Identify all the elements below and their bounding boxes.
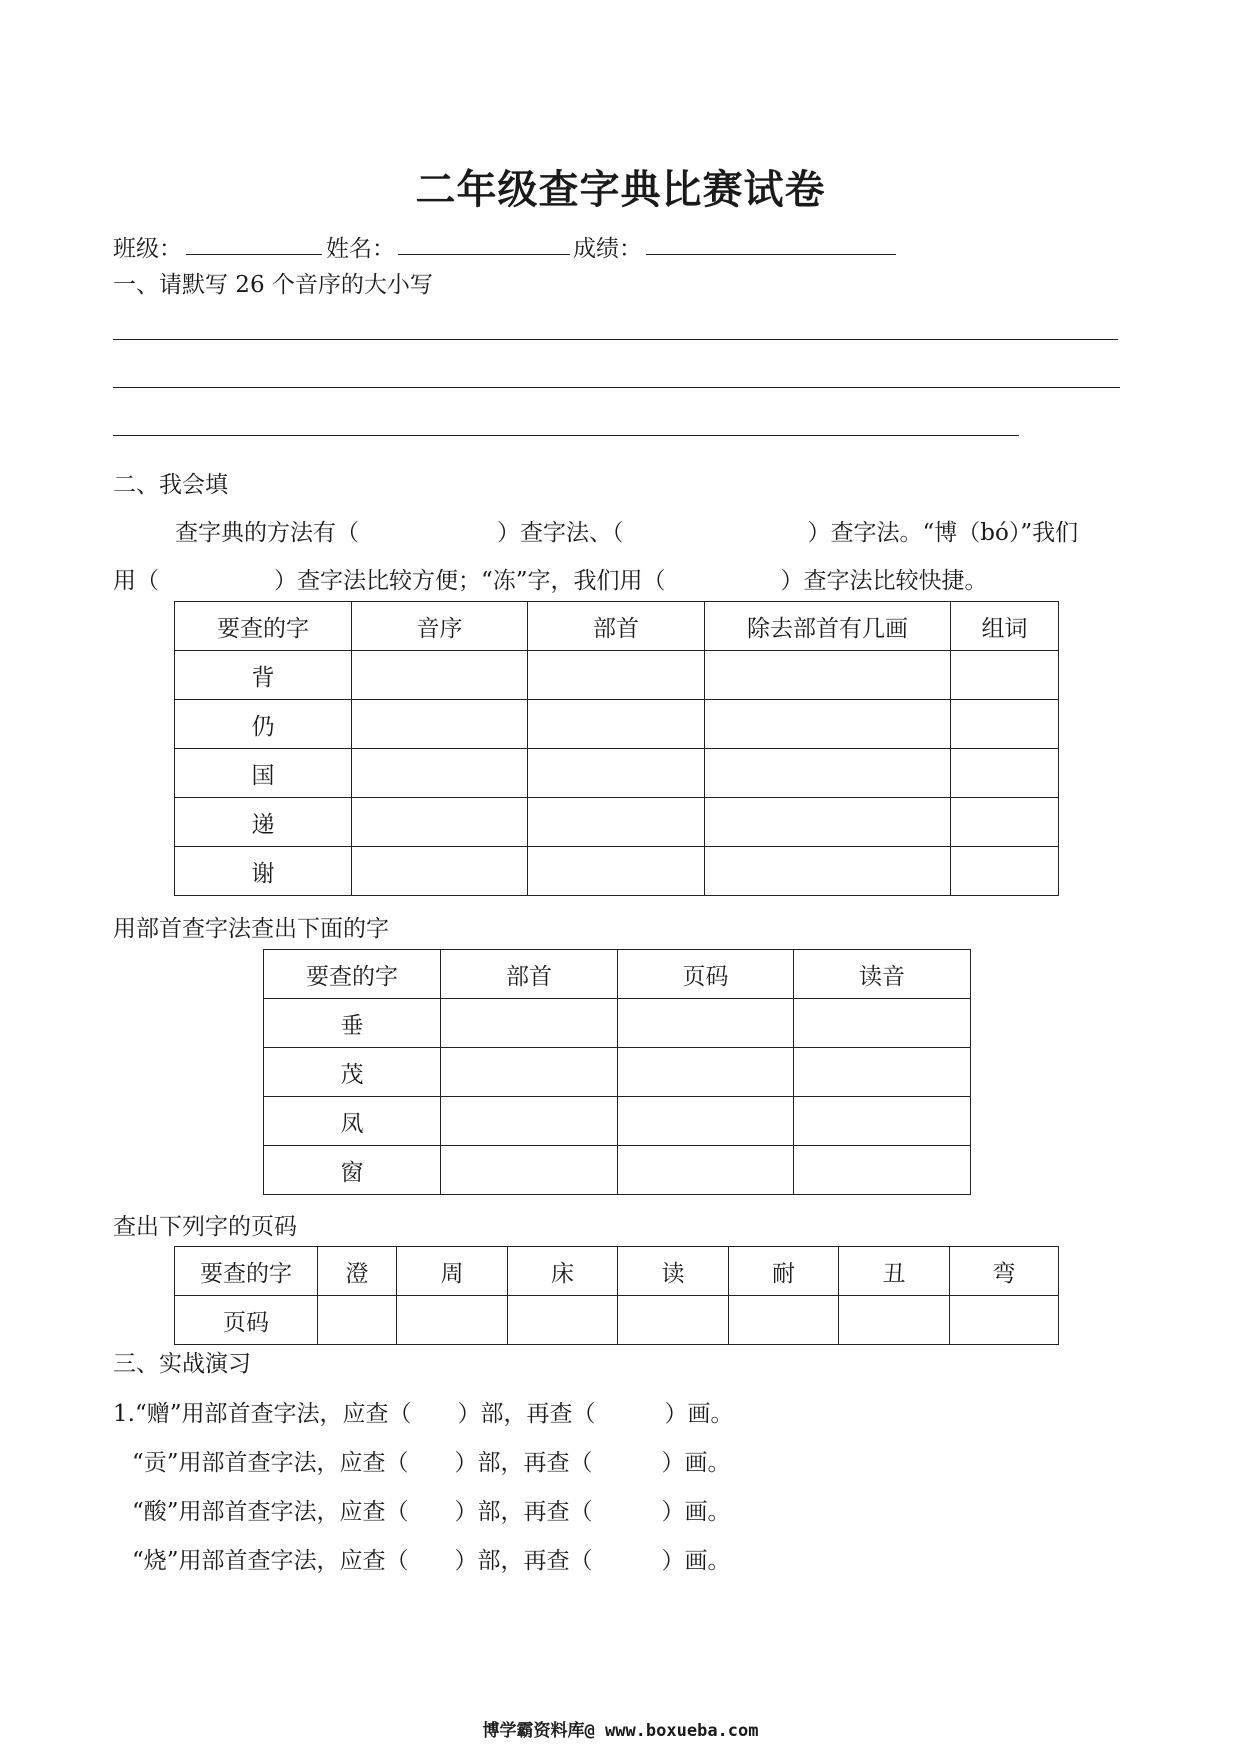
- answer-cell[interactable]: [352, 700, 528, 749]
- answer-cell[interactable]: [794, 1146, 971, 1195]
- table-header-row: [175, 602, 1059, 651]
- answer-cell[interactable]: [618, 1146, 794, 1195]
- character-cell: 谢: [175, 847, 352, 896]
- answer-cell[interactable]: [951, 749, 1059, 798]
- answer-cell[interactable]: [441, 1097, 618, 1146]
- table-row: [264, 1048, 971, 1097]
- writing-line[interactable]: [113, 339, 1118, 340]
- character-cell: 茂: [264, 1048, 441, 1097]
- character-cell: 丑: [839, 1247, 950, 1296]
- footer-source: 博学霸资料库@ www.boxueba.com: [482, 1721, 759, 1741]
- section1-heading: 一、请默写 26 个音序的大小写: [113, 272, 433, 298]
- answer-cell[interactable]: [729, 1296, 839, 1345]
- table-row: [175, 651, 1059, 700]
- section2-heading: 二、我会填: [113, 472, 228, 498]
- character-cell: 国: [175, 749, 352, 798]
- fill-paragraph-line: 查字典的方法有（ ）查字法、（ ）查字法。“博（bó）”我们: [175, 520, 1079, 546]
- answer-cell[interactable]: [441, 1048, 618, 1097]
- table-row: [175, 847, 1059, 896]
- answer-cell[interactable]: [441, 999, 618, 1048]
- table-header-cell: 页码: [618, 950, 794, 999]
- table-header-cell: 部首: [528, 602, 705, 651]
- answer-cell[interactable]: [951, 651, 1059, 700]
- answer-cell[interactable]: [352, 651, 528, 700]
- character-cell: 递: [175, 798, 352, 847]
- answer-cell[interactable]: [352, 749, 528, 798]
- answer-cell[interactable]: [951, 798, 1059, 847]
- table-header-cell: 要查的字: [175, 602, 352, 651]
- table-header-cell: 音序: [352, 602, 528, 651]
- fill-paragraph-line: 用（ ）查字法比较方便；“冻”字，我们用（ ）查字法比较快捷。: [113, 568, 988, 594]
- table-header-row: [264, 950, 971, 999]
- writing-line[interactable]: [113, 435, 1019, 436]
- answer-cell[interactable]: [352, 847, 528, 896]
- character-cell: 凤: [264, 1097, 441, 1146]
- table-header-cell: 要查的字: [175, 1247, 318, 1296]
- character-cell: 弯: [950, 1247, 1059, 1296]
- class-label: 班级：: [113, 236, 182, 262]
- page-number-heading: 查出下列字的页码: [113, 1214, 297, 1240]
- practice-question: 1.“赠”用部首查字法，应查（ ）部，再查（ ）画。: [113, 1401, 734, 1427]
- answer-cell[interactable]: [950, 1296, 1059, 1345]
- table-row: [175, 1296, 1059, 1345]
- row-label-cell: 页码: [175, 1296, 318, 1345]
- character-cell: 窗: [264, 1146, 441, 1195]
- name-label: 姓名：: [326, 236, 395, 262]
- answer-cell[interactable]: [839, 1296, 950, 1345]
- character-cell: 垂: [264, 999, 441, 1048]
- answer-cell[interactable]: [528, 749, 705, 798]
- writing-line[interactable]: [113, 387, 1120, 388]
- character-cell: 读: [618, 1247, 729, 1296]
- practice-question: “酸”用部首查字法，应查（ ）部，再查（ ）画。: [132, 1499, 731, 1525]
- answer-cell[interactable]: [397, 1296, 508, 1345]
- table-header-cell: 除去部首有几画: [705, 602, 951, 651]
- character-cell: 仍: [175, 700, 352, 749]
- table-header-cell: 部首: [441, 950, 618, 999]
- character-cell: 耐: [729, 1247, 839, 1296]
- radical-lookup-table: [263, 949, 971, 1195]
- class-blank[interactable]: [186, 254, 322, 255]
- table-row: [264, 1146, 971, 1195]
- answer-cell[interactable]: [441, 1146, 618, 1195]
- answer-cell[interactable]: [508, 1296, 618, 1345]
- practice-question: “烧”用部首查字法，应查（ ）部，再查（ ）画。: [132, 1548, 731, 1574]
- page-title: 二年级查字典比赛试卷: [415, 166, 826, 213]
- page-number-table: [174, 1246, 1059, 1345]
- answer-cell[interactable]: [528, 798, 705, 847]
- answer-cell[interactable]: [618, 1296, 729, 1345]
- answer-cell[interactable]: [951, 700, 1059, 749]
- table-header-row: [175, 1247, 1059, 1296]
- character-cell: 澄: [318, 1247, 397, 1296]
- answer-cell[interactable]: [705, 700, 951, 749]
- answer-cell[interactable]: [705, 651, 951, 700]
- name-blank[interactable]: [398, 254, 570, 255]
- table-header-cell: 组词: [951, 602, 1059, 651]
- answer-cell[interactable]: [318, 1296, 397, 1345]
- answer-cell[interactable]: [528, 700, 705, 749]
- score-label: 成绩：: [573, 236, 642, 262]
- answer-cell[interactable]: [528, 651, 705, 700]
- answer-cell[interactable]: [352, 798, 528, 847]
- answer-cell[interactable]: [705, 749, 951, 798]
- answer-cell[interactable]: [705, 847, 951, 896]
- table-header-cell: 读音: [794, 950, 971, 999]
- answer-cell[interactable]: [794, 1097, 971, 1146]
- answer-cell[interactable]: [618, 1048, 794, 1097]
- character-cell: 床: [508, 1247, 618, 1296]
- character-cell: 周: [397, 1247, 508, 1296]
- answer-cell[interactable]: [618, 1097, 794, 1146]
- answer-cell[interactable]: [794, 1048, 971, 1097]
- answer-cell[interactable]: [618, 999, 794, 1048]
- table-header-cell: 要查的字: [264, 950, 441, 999]
- table-row: [175, 749, 1059, 798]
- radical-lookup-heading: 用部首查字法查出下面的字: [113, 916, 389, 942]
- score-blank[interactable]: [646, 254, 896, 255]
- table-row: [175, 700, 1059, 749]
- answer-cell[interactable]: [705, 798, 951, 847]
- practice-question: “贡”用部首查字法，应查（ ）部，再查（ ）画。: [132, 1450, 731, 1476]
- table-row: [264, 999, 971, 1048]
- character-cell: 背: [175, 651, 352, 700]
- answer-cell[interactable]: [951, 847, 1059, 896]
- answer-cell[interactable]: [528, 847, 705, 896]
- lookup-table: [174, 601, 1059, 896]
- table-row: [264, 1097, 971, 1146]
- table-row: [175, 798, 1059, 847]
- section3-heading: 三、实战演习: [113, 1351, 251, 1377]
- answer-cell[interactable]: [794, 999, 971, 1048]
